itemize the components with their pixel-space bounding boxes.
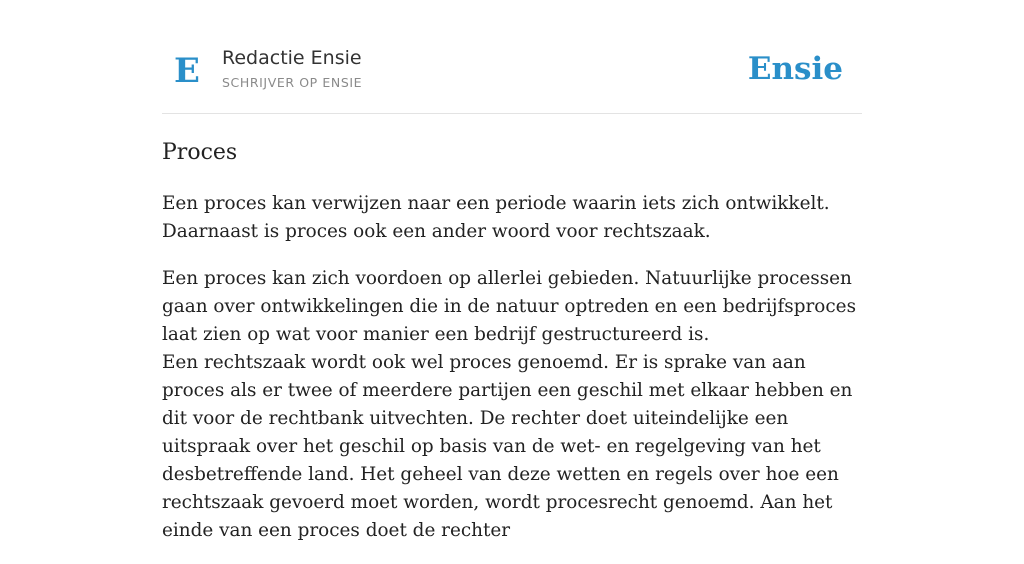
article-card: [162, 0, 862, 541]
brand-logo[interactable]: Ensie: [747, 51, 843, 87]
author-avatar[interactable]: E: [174, 51, 200, 91]
author-header: [162, 0, 862, 114]
paragraph: Een proces kan verwijzen naar een periode waarin iets zich ontwikkelt. Daarnaast is proces ook een ander woord voor rechtszaak.: [162, 193, 830, 242]
author-role: SCHRIJVER OP ENSIE: [222, 75, 363, 90]
author-name[interactable]: Redactie Ensie: [222, 47, 362, 69]
paragraph: Een rechtszaak wordt ook wel proces genoemd. Er is sprake van aan proces als er twee of meerdere partijen een geschil met elkaar hebben en dit voor de rechtbank uitvechten. De rechter doet uiteindelijke een uitspraak over het geschil op basis van de wet- en regelgeving van het desbetreffende land. Het geheel van deze wetten en regels over hoe een rechtszaak gevoerd moet worden, wordt procesrecht genoemd. Aan het einde van een proces doet de rechter: [162, 352, 853, 541]
paragraph: Een proces kan zich voordoen op allerlei gebieden. Natuurlijke processen gaan over ontwikkelingen die in de natuur optreden en een bedrijfsproces laat zien op wat voor manier een bedrijf gestructureerd is.: [162, 268, 857, 345]
page-title: Proces: [162, 140, 238, 165]
article-body: [162, 190, 862, 564]
